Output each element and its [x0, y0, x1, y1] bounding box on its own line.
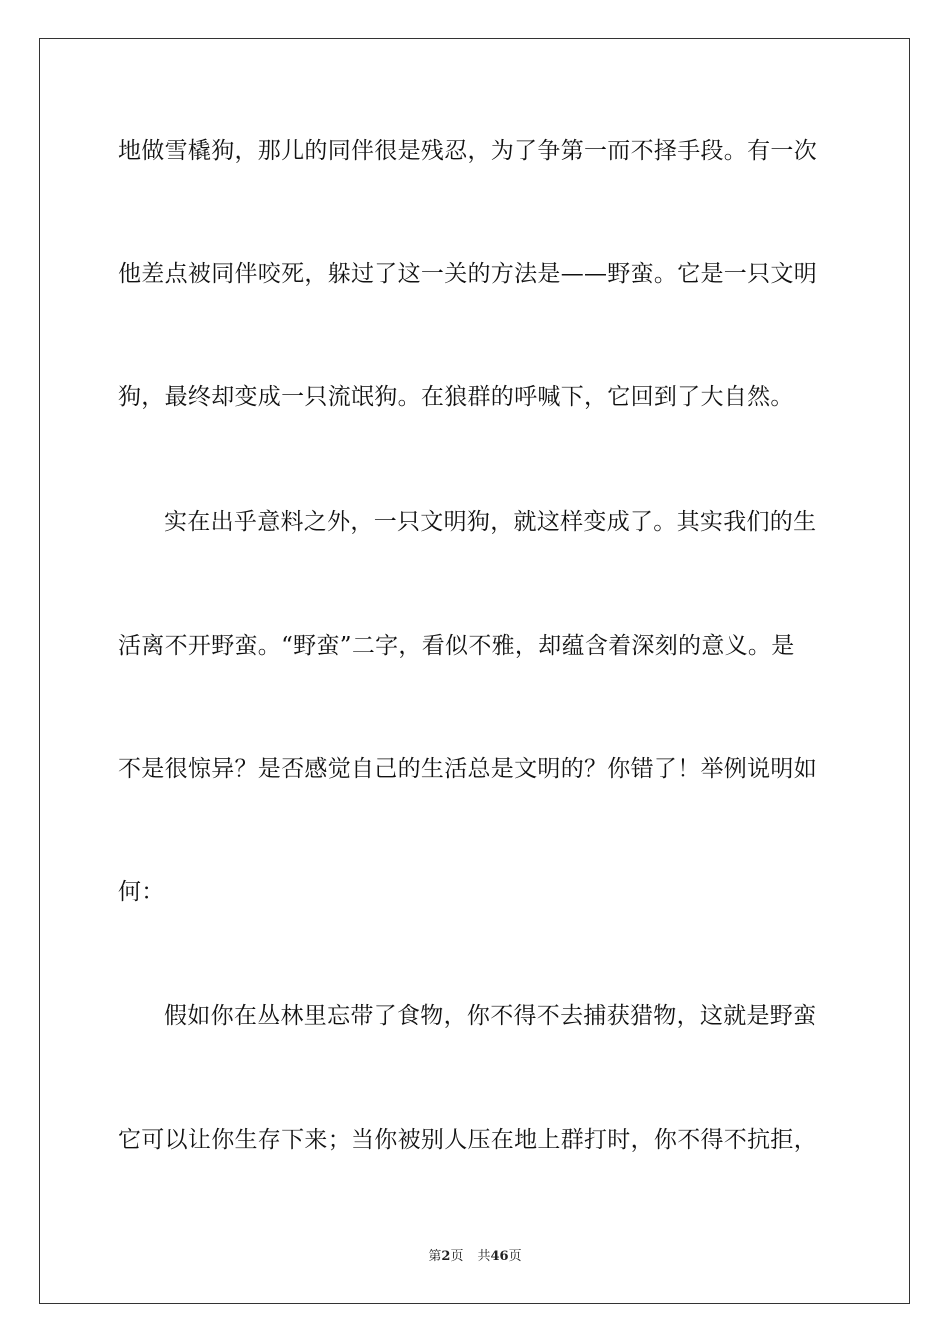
page-suffix: 页 — [450, 1249, 464, 1264]
total-prefix: 共 — [477, 1249, 491, 1264]
body-line-3: 狗，最终却变成一只流氓狗。在狼群的呼喊下，它回到了大自然。 — [118, 384, 794, 410]
body-line-6: 不是很惊异？是否感觉自己的生活总是文明的？你错了！举例说明如 — [118, 756, 817, 782]
page-prefix: 第 — [428, 1249, 442, 1264]
body-line-7: 何： — [118, 879, 165, 905]
page-number: 2 — [441, 1249, 451, 1264]
body-line-4: 实在出乎意料之外，一只文明狗，就这样变成了。其实我们的生 — [164, 509, 817, 535]
page-footer — [0, 1248, 950, 1266]
total-pages: 46 — [490, 1249, 509, 1264]
body-line-1: 地做雪橇狗，那儿的同伴很是残忍，为了争第一而不择手段。有一次 — [118, 138, 817, 164]
body-line-8: 假如你在丛林里忘带了食物，你不得不去捕获猎物，这就是野蛮 — [164, 1003, 817, 1029]
body-line-5: 活离不开野蛮。“野蛮”二字，看似不雅，却蕴含着深刻的意义。是 — [118, 633, 795, 659]
body-line-9: 它可以让你生存下来；当你被别人压在地上群打时，你不得不抗拒， — [118, 1127, 817, 1153]
body-line-2: 他差点被同伴咬死，躲过了这一关的方法是——野蛮。它是一只文明 — [118, 261, 817, 287]
total-suffix: 页 — [508, 1249, 522, 1264]
page-frame — [39, 38, 910, 1304]
